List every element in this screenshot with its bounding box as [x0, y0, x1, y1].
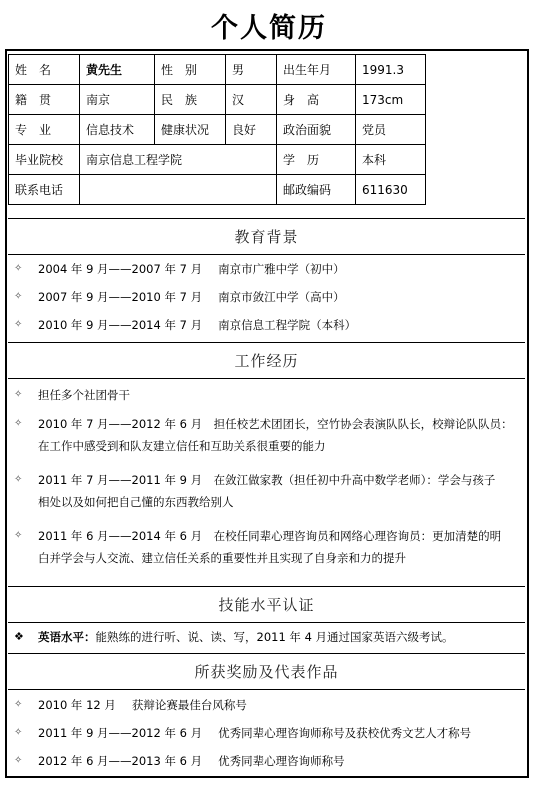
degree-label: 学 历 — [277, 145, 356, 175]
birth-value: 1991.3 — [356, 55, 426, 85]
phone-label: 联系电话 — [9, 175, 80, 205]
education-item — [14, 314, 519, 336]
education-desc: 南京市敛江中学（高中） — [218, 290, 345, 304]
health-value: 良好 — [226, 115, 277, 145]
work-item — [14, 384, 519, 406]
award-desc: 优秀同辈心理咨询师称号及获校优秀文艺人才称号 — [218, 726, 472, 740]
skills-label: 英语水平： — [38, 630, 96, 644]
work-text: 2011 年 6 月——2014 年 6 月 在校任同辈心理咨询员和网络心理咨询员：更加清楚的明 — [38, 529, 502, 543]
diamond-bullet-icon: ✧ — [14, 263, 23, 274]
education-heading: 教育背景 — [234, 228, 299, 246]
diamond-bullet-icon: ✧ — [14, 389, 23, 400]
work-text-cont: 相处以及如何把自己懂的东西教给别人 — [38, 495, 234, 509]
school-value: 南京信息工程学院 — [80, 145, 277, 175]
school-label: 毕业院校 — [9, 145, 80, 175]
diamond-bullet-icon: ✧ — [14, 291, 23, 302]
ethnic-value: 汉 — [226, 85, 277, 115]
education-desc: 南京信息工程学院（本科） — [218, 318, 357, 332]
work-text: 2011 年 7 月——2011 年 9 月 在敛江做家教（担任初中升高中数学老师）：学会与孩子 — [38, 473, 496, 487]
award-item — [14, 750, 519, 772]
work-text-cont: 在工作中感受到和队友建立信任和互助关系很重要的能力 — [38, 439, 326, 453]
diamond-bullet-icon: ✧ — [14, 755, 23, 766]
origin-label: 籍 贯 — [9, 85, 80, 115]
awards-heading: 所获奖励及代表作品 — [194, 663, 339, 681]
personal-info-table — [8, 54, 426, 205]
award-item — [14, 694, 519, 716]
origin-value: 南京 — [80, 85, 155, 115]
degree-value: 本科 — [356, 145, 426, 175]
info-row — [9, 85, 426, 115]
diamond-bullet-icon: ✧ — [14, 418, 23, 429]
work-text: 担任多个社团骨干 — [38, 388, 130, 402]
diamond-bullet-icon: ✧ — [14, 319, 23, 330]
skills-item — [14, 626, 519, 648]
info-row — [9, 175, 426, 205]
award-period: 2011 年 9 月——2012 年 6 月 — [38, 726, 203, 740]
divider — [8, 378, 525, 379]
skills-text: 能熟练的进行听、说、读、写，2011 年 4 月通过国家英语六级考试。 — [95, 630, 454, 644]
postcode-value: 611630 — [356, 175, 426, 205]
info-row — [9, 115, 426, 145]
height-label: 身 高 — [277, 85, 356, 115]
divider — [8, 653, 525, 654]
award-period: 2012 年 6 月——2013 年 6 月 — [38, 754, 203, 768]
work-text-cont: 白并学会与人交流、建立信任关系的重要性并且实现了自身亲和力的提升 — [38, 551, 406, 565]
skills-heading: 技能水平认证 — [218, 596, 315, 614]
award-period: 2010 年 12 月 — [38, 698, 116, 712]
political-label: 政治面貌 — [277, 115, 356, 145]
education-period: 2010 年 9 月——2014 年 7 月 — [38, 318, 203, 332]
divider — [8, 586, 525, 587]
divider — [8, 342, 525, 343]
divider — [8, 622, 525, 623]
name-value: 黄先生 — [80, 55, 155, 85]
resume-title: 个人简历 — [211, 13, 327, 44]
postcode-label: 邮政编码 — [277, 175, 356, 205]
education-item — [14, 286, 519, 308]
work-item — [14, 525, 519, 569]
phone-value — [80, 175, 277, 205]
ethnic-label: 民 族 — [155, 85, 226, 115]
diamond-bullet-icon: ✧ — [14, 727, 23, 738]
gender-label: 性 别 — [155, 55, 226, 85]
health-label: 健康状况 — [155, 115, 226, 145]
political-value: 党员 — [356, 115, 426, 145]
award-desc: 获辩论赛最佳台风称号 — [131, 698, 247, 712]
major-label: 专 业 — [9, 115, 80, 145]
education-period: 2007 年 9 月——2010 年 7 月 — [38, 290, 203, 304]
height-value: 173cm — [356, 85, 426, 115]
info-row — [9, 55, 426, 85]
divider — [8, 218, 525, 219]
diamond-filled-bullet-icon: ❖ — [14, 630, 24, 643]
work-item — [14, 413, 519, 457]
award-desc: 优秀同辈心理咨询师称号 — [218, 754, 345, 768]
work-heading: 工作经历 — [234, 352, 299, 370]
birth-label: 出生年月 — [277, 55, 356, 85]
diamond-bullet-icon: ✧ — [14, 530, 23, 541]
major-value: 信息技术 — [80, 115, 155, 145]
name-label: 姓 名 — [9, 55, 80, 85]
divider — [8, 689, 525, 690]
work-item — [14, 469, 519, 513]
work-text: 2010 年 7 月——2012 年 6 月 担任校艺术团团长，空竹协会表演队队长，校辩论队队员： — [38, 417, 513, 431]
education-item — [14, 258, 519, 280]
award-item — [14, 722, 519, 744]
info-row — [9, 145, 426, 175]
diamond-bullet-icon: ✧ — [14, 699, 23, 710]
divider — [8, 254, 525, 255]
education-period: 2004 年 9 月——2007 年 7 月 — [38, 262, 203, 276]
gender-value: 男 — [226, 55, 277, 85]
diamond-bullet-icon: ✧ — [14, 474, 23, 485]
education-desc: 南京市广雅中学（初中） — [218, 262, 345, 276]
